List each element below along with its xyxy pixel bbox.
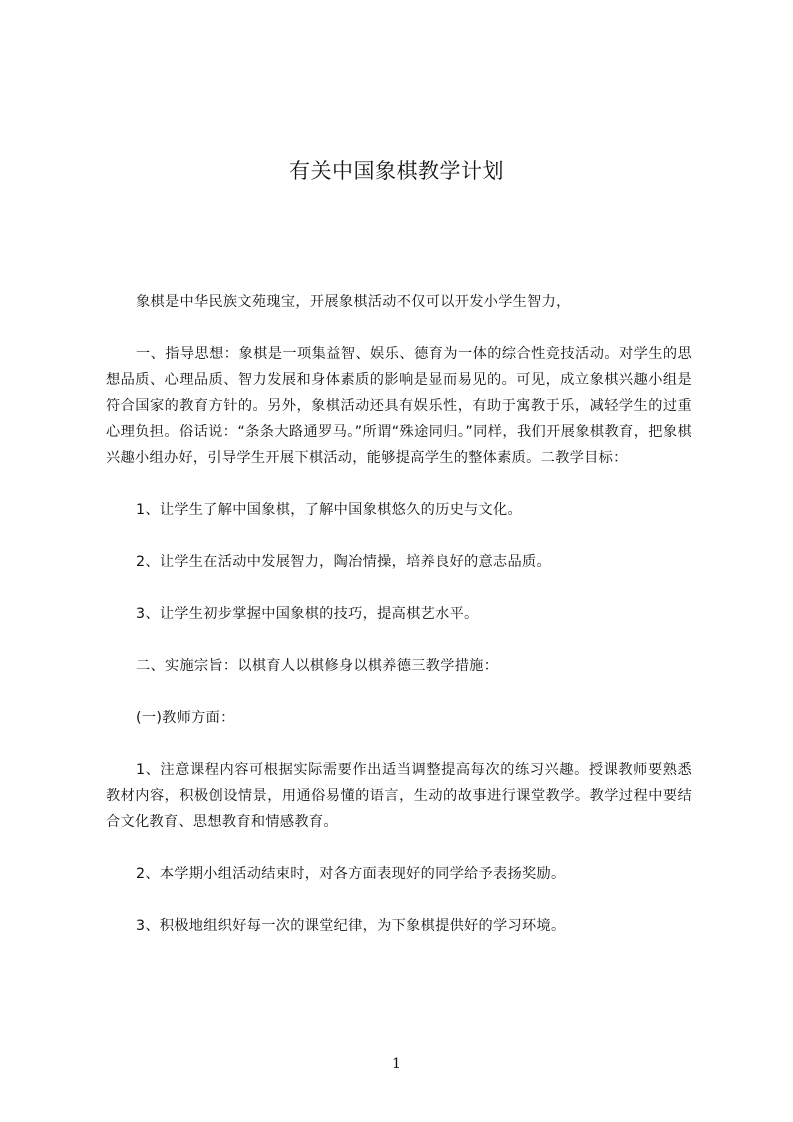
goal-item-1: 1、让学生了解中国象棋，了解中国象棋悠久的历史与文化。 [136,502,523,518]
document-title: 有关中国象棋教学计划 [289,159,504,184]
implementation-purpose-paragraph: 二、实施宗旨：以棋育人以棋修身以棋养德三教学措施： [136,658,499,674]
guiding-ideology-paragraph: 一、指导思想：象棋是一项集益智、娱乐、德育为一体的综合性竞技活动。对学生的思想品质、心理品质、智力发展和身体素质的影响是显而易见的。可见，成立象棋兴趣小组是符合国家的教育方针的。另外，象棋活动还具有娱乐性，有助于寓教于乐，减轻学生的过重心理负担。俗话说：“条条大路通罗马。”所谓“殊途同归。”同样，我们开展象棋教育，把象棋兴趣小组办好，引导学生开展下棋活动，能够提高学生的整体素质。二教学目标： [106,346,692,466]
page-number: 1 [392,1056,401,1072]
teacher-measure-1: 1、注意课程内容可根据实际需要作出适当调整提高每次的练习兴趣。授课教师要熟悉教材内容，积极创设情景，用通俗易懂的语言，生动的故事进行课堂教学。教学过程中要结合文化教育、思想教育和情感教育。 [106,762,692,830]
teacher-measure-3: 3、积极地组织好每一次的课堂纪律，为下象棋提供好的学习环境。 [136,918,566,934]
teacher-section-heading: (一)教师方面： [136,710,235,726]
teacher-measure-2: 2、本学期小组活动结束时，对各方面表现好的同学给予表扬奖励。 [136,866,566,882]
goal-item-3: 3、让学生初步掌握中国象棋的技巧，提高棋艺水平。 [136,606,479,622]
document-body [106,289,692,965]
goal-item-2: 2、让学生在活动中发展智力，陶冶情操，培养良好的意志品质。 [136,554,551,570]
intro-paragraph: 象棋是中华民族文苑瑰宝，开展象棋活动不仅可以开发小学生智力， [136,294,571,310]
